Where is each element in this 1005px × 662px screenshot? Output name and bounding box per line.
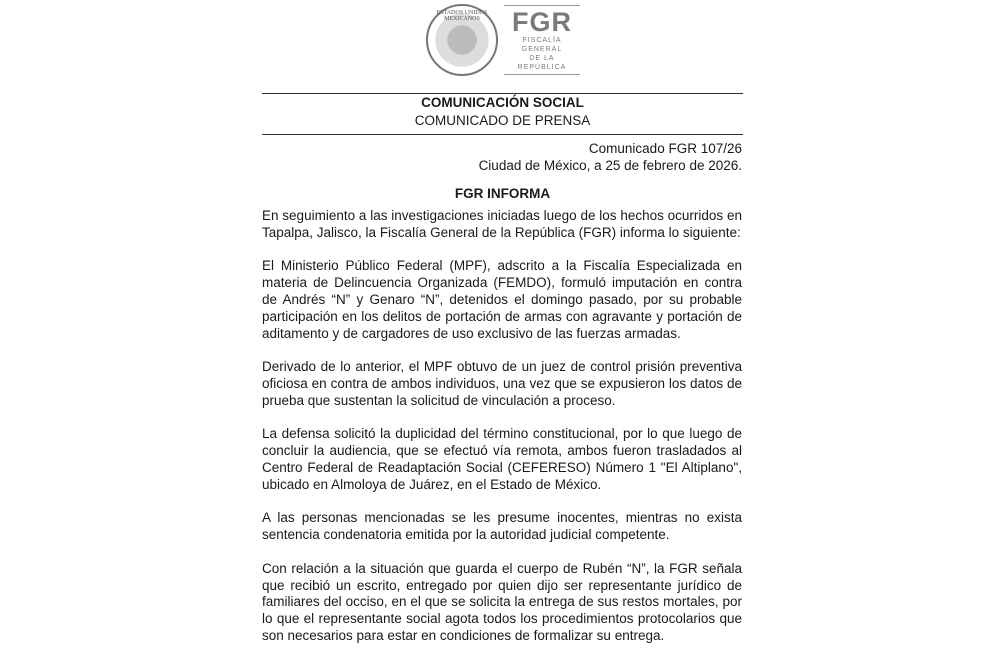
release-number: Comunicado FGR 107/26 bbox=[588, 141, 742, 156]
brand-line1: FISCALÍA GENERAL bbox=[521, 37, 563, 53]
document-type: COMUNICADO DE PRENSA bbox=[414, 113, 591, 128]
paragraph: Con relación a la situación que guarda el cuerpo de Rubén “N”, la FGR señala que recibió un escrito, entregado por quien dijo ser representante jurídico de familiares del occiso, en el que se solicita la entrega de sus restos mortales, por lo que el representante social agota todos los procedimientos protocolarios que son necesarios para estar en condiciones de formalizar su entrega. bbox=[262, 560, 742, 643]
fgr-logo bbox=[426, 4, 580, 76]
divider-top bbox=[262, 93, 743, 94]
brand-line2: DE LA REPÚBLICA bbox=[517, 55, 567, 71]
paragraph: A las personas mencionadas se les presume inocentes, mientras no exista sentencia condenatoria emitida por la autoridad judicial competente. bbox=[262, 510, 742, 543]
divider-bottom bbox=[262, 134, 743, 135]
seal-text: ESTADOS UNIDOS MEXICANOS bbox=[436, 10, 488, 22]
paragraph: En seguimiento a las investigaciones iniciadas luego de los hechos ocurridos en Tapalpa, Jalisco, la Fiscalía General de la República (FGR) informa lo siguiente: bbox=[262, 208, 742, 240]
document-body bbox=[262, 208, 742, 662]
paragraph: Derivado de lo anterior, el MPF obtuvo de un juez de control prisión preventiva oficiosa en contra de ambos individuos, una vez que se expusieron los datos de prueba que sustentan la solicitud de vinculación a proceso. bbox=[262, 359, 742, 408]
department: COMUNICACIÓN SOCIAL bbox=[421, 95, 584, 110]
brand: FGR bbox=[512, 7, 572, 37]
fgr-wordmark bbox=[504, 5, 580, 75]
national-seal-icon bbox=[426, 4, 498, 76]
document-title: FGR INFORMA bbox=[454, 186, 551, 201]
paragraph: El Ministerio Público Federal (MPF), adscrito a la Fiscalía Especializada en materia de Delincuencia Organizada (FEMDO), formuló imputación en contra de Andrés “N” y Genaro “N”, detenidos el domingo pasado, por su probable participación en los delitos de portación de armas con agravante y portación de aditamento y de cargadores de uso exclusivo de las fuerzas armadas. bbox=[262, 258, 742, 341]
place-date: Ciudad de México, a 25 de febrero de 2026. bbox=[478, 158, 742, 173]
paragraph: La defensa solicitó la duplicidad del término constitucional, por lo que luego de concluir la audiencia, que se efectuó vía remota, ambos fueron trasladados al Centro Federal de Readaptación Social (CEFERESO) Número 1 "El Altiplano", ubicado en Almoloya de Juárez, en el Estado de México. bbox=[262, 426, 742, 492]
